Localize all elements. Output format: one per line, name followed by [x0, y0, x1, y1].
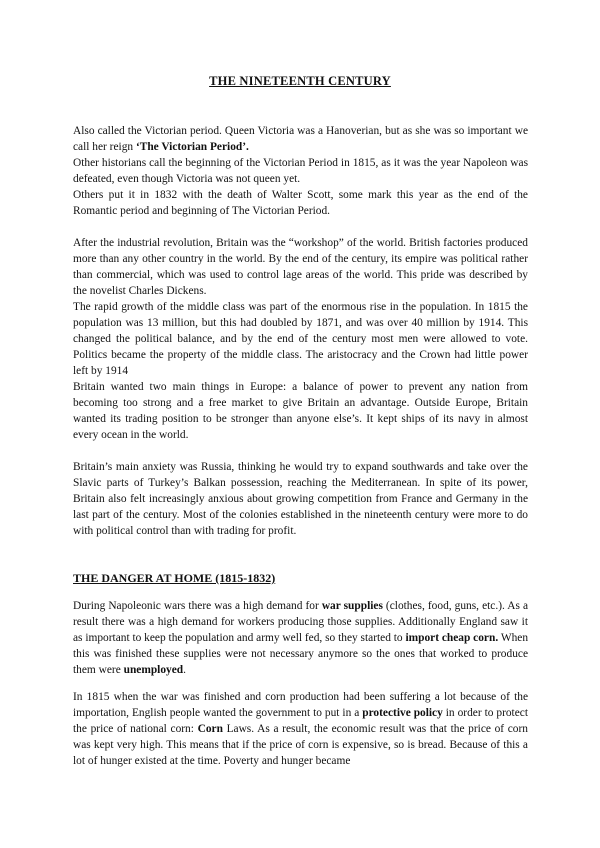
page-title: THE NINETEENTH CENTURY — [209, 74, 391, 88]
danger-section — [73, 598, 528, 678]
paragraph — [73, 598, 528, 678]
paragraph: Britain’s main anxiety was Russia, thinking he would try to expand southwards and take over the Slavic parts of Turkey’s Balkan possession, reaching the Mediterranean. In spite of its power, Britain also felt increasingly anxious about growing competition from France and Germany in the last part of the century. Most of the colonies established in the nineteenth century were more to do with political control than with trading for profit. — [73, 461, 528, 537]
text-run: Laws. As a result, the economic result was that the price of corn was kept very high. This means that if the price of corn is expensive, so is bread. Because of this a lot of hunger existed at the time. Poverty and hunger became — [73, 723, 528, 767]
bold-term: import cheap corn. — [405, 632, 499, 644]
paragraph: After the industrial revolution, Britain was the “workshop” of the world. British factories produced more than any other country in the world. By the end of the century, its empire was political rather than commercial, which was used to control lage areas of the world. This pride was described by the novelist Charles Dickens. — [73, 237, 528, 297]
bold-term: war supplies — [321, 600, 383, 612]
paragraph — [73, 689, 528, 769]
bold-term: ‘The Victorian Period’. — [135, 141, 249, 153]
bold-term: unemployed — [123, 664, 184, 676]
paragraph: Other historians call the beginning of the Victorian Period in 1815, as it was the year Napoleon was defeated, even though Victoria was not queen yet. — [73, 157, 528, 185]
bold-term: Corn — [197, 723, 223, 735]
text-run: in order to protect the price of national corn: — [73, 707, 529, 735]
text-run: Also called the Victorian period. Queen Victoria was a Hanoverian, but as she was so important we call her reign — [73, 125, 528, 153]
section-heading: THE DANGER AT HOME (1815-1832) — [73, 571, 276, 585]
bold-term: protective policy — [362, 707, 443, 719]
paragraph — [73, 123, 528, 155]
text-run: In 1815 when the war was finished and corn production had been suffering a lot because of the importation, English people wanted the government to put in a — [73, 691, 528, 719]
intro-section — [73, 123, 528, 219]
industrial-section — [73, 235, 528, 443]
text-run: . — [183, 664, 186, 676]
paragraph: The rapid growth of the middle class was part of the enormous rise in the population. In 1815 the population was 13 million, but this had doubled by 1871, and was over 40 million by 1914. This changed the political balance, and by the end of the century most men were allowed to vote. Politics became the property of the middle class. The aristocracy and the Crown had little power left by 1914 — [73, 301, 528, 377]
text-run: During Napoleonic wars there was a high demand for — [73, 600, 322, 612]
paragraph: Britain wanted two main things in Europe: a balance of power to prevent any nation from becoming too strong and a free market to give Britain an advantage. Outside Europe, Britain wanted its trading position to be stronger than anyone else’s. It kept ships of its navy in almost every ocean in the world. — [73, 381, 528, 441]
russia-section — [73, 459, 528, 539]
paragraph: Others put it in 1832 with the death of Walter Scott, some mark this year as the end of the Romantic period and beginning of The Victorian Period. — [73, 189, 528, 217]
text-run: When this was finished these supplies were not necessary anymore so the ones that worked to produce them were — [73, 632, 529, 676]
text-run: (clothes, food, guns, etc.). As a result there was a high demand for workers producing those supplies. Additionally England saw it as important to keep the population and army well fed, so they started to — [73, 600, 529, 644]
corn-section — [73, 689, 528, 769]
